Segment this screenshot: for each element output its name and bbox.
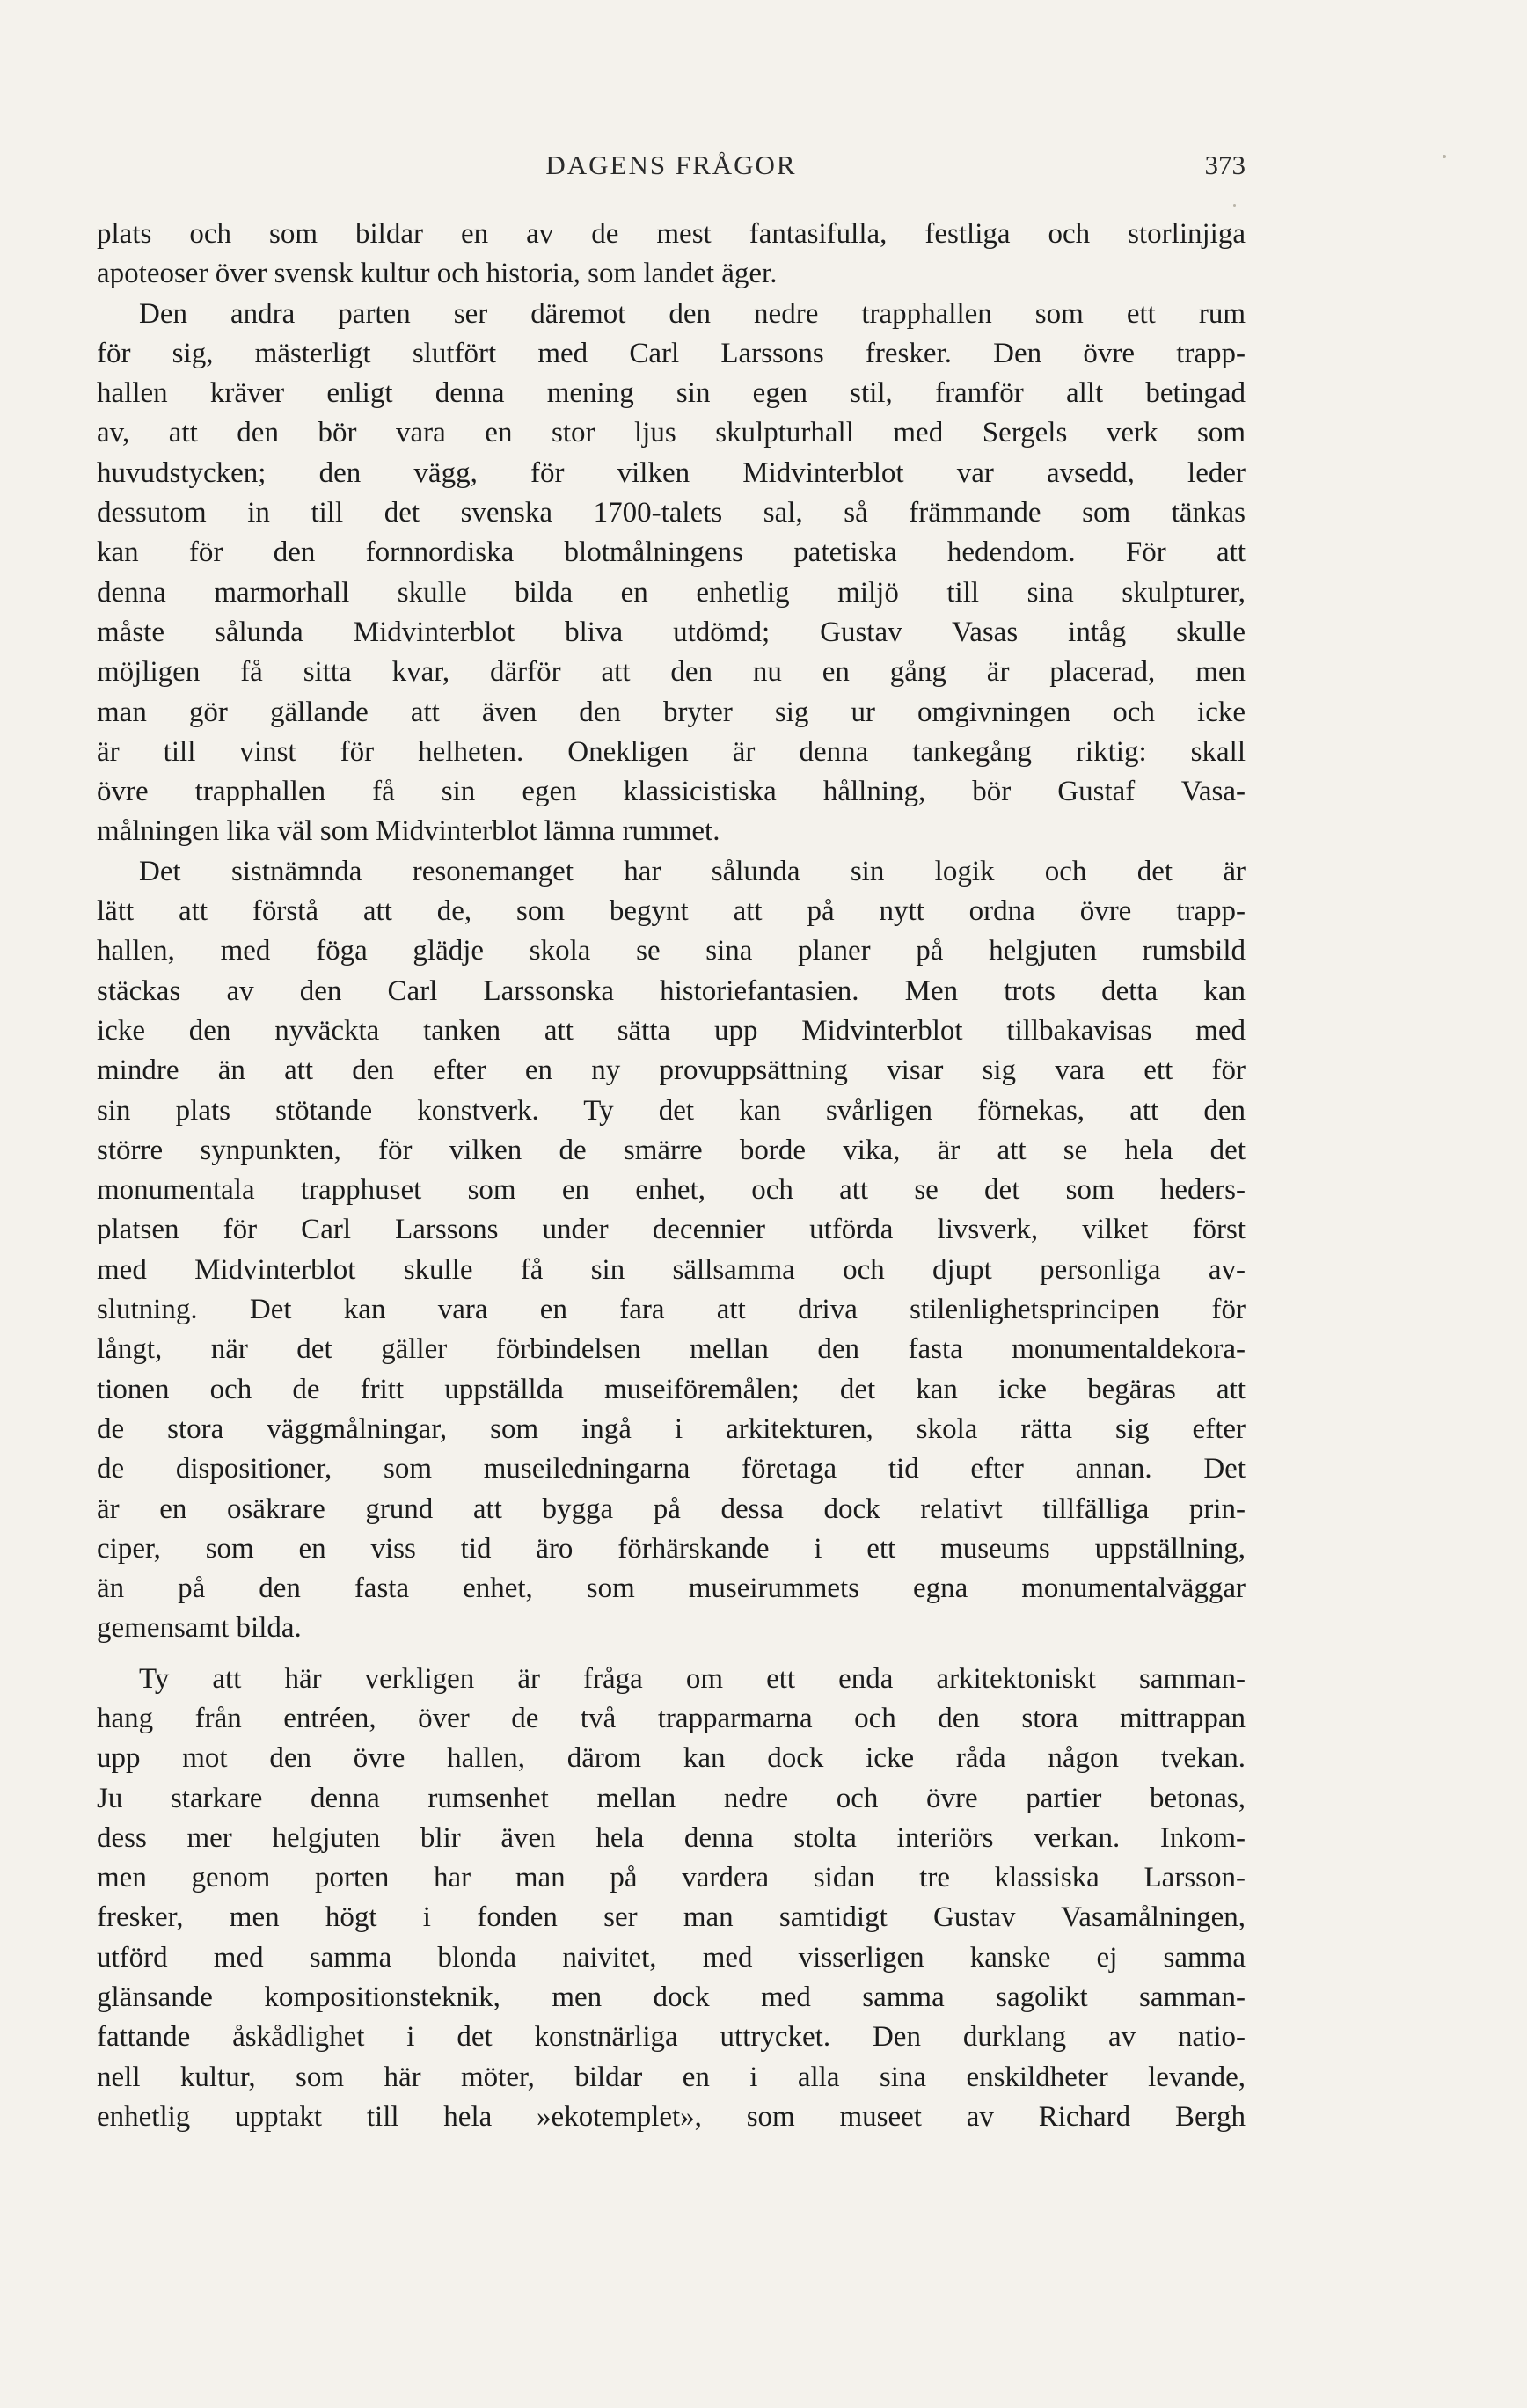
text-line: stäckas av den Carl Larssonska historiefantasien. Men trots detta kan [97,974,1246,1007]
text-line: möjligen få sitta kvar, därför att den nu en gång är placerad, men [97,656,1246,689]
text-line: övre trapphallen få sin egen klassicistiska hållning, bör Gustaf Vasa- [97,776,1246,808]
text-line: målningen lika väl som Midvinterblot lämna rummet. [97,815,720,848]
text-line: tionen och de fritt uppställda museiföremålen; det kan icke begäras att [97,1373,1246,1405]
body-text [97,215,1246,2137]
text-line: sin plats stötande konstverk. Ty det kan svårligen förnekas, att den [97,1094,1246,1127]
text-line: av, att den bör vara en stor ljus skulpturhall med Sergels verk som [97,417,1246,449]
text-line: denna marmorhall skulle bilda en enhetlig miljö till sina skulpturer, [97,576,1246,609]
text-line: lätt att förstå att de, som begynt att på nytt ordna övre trapp- [97,895,1246,928]
text-line: dess mer helgjuten blir även hela denna stolta interiörs verkan. Inkom- [97,1821,1246,1854]
text-line: med Midvinterblot skulle få sin sällsamma och djupt personliga av- [97,1253,1246,1286]
text-line: upp mot den övre hallen, därom kan dock icke råda någon tvekan. [97,1742,1246,1775]
text-line: de stora väggmålningar, som ingå i arkitekturen, skola rätta sig efter [97,1412,1246,1445]
text-line: hallen kräver enligt denna mening sin egen stil, framför allt betingad [97,377,1246,410]
paragraph-4 [97,1660,1246,2138]
paragraph-2 [97,295,1246,852]
text-line: fattande åskådlighet i det konstnärliga uttrycket. Den durklang av natio- [97,2021,1246,2054]
text-line: långt, när det gäller förbindelsen mellan den fasta monumentaldekora- [97,1333,1246,1366]
running-head [97,150,1246,192]
text-line: är en osäkrare grund att bygga på dessa dock relativt tillfälliga prin- [97,1492,1246,1525]
text-line: Ty att här verkligen är fråga om ett enda arkitektoniskt samman- [139,1662,1246,1695]
text-line: än på den fasta enhet, som museirummets egna monumentalväggar [97,1572,1246,1605]
text-line: kan för den fornnordiska blotmålningens patetiska hedendom. För att [97,536,1246,569]
text-line: utförd med samma blonda naivitet, med visserligen kanske ej samma [97,1941,1246,1974]
text-line: glänsande kompositionsteknik, men dock med samma sagolikt samman- [97,1981,1246,2014]
text-line: gemensamt bilda. [97,1612,302,1645]
text-line: slutning. Det kan vara en fara att driva stilenlighetsprincipen för [97,1294,1246,1326]
text-line: hang från entréen, över de två trapparmarna och den stora mittrappan [97,1702,1246,1734]
paragraph-3 [97,852,1246,1649]
text-line: nell kultur, som här möter, bildar en i alla sina enskildheter levande, [97,2061,1246,2093]
text-line: man gör gällande att även den bryter sig ur omgivningen och icke [97,696,1246,728]
paragraph-1 [97,215,1246,295]
text-line: Det sistnämnda resonemanget har sålunda sin logik och det är [139,855,1246,887]
text-line: platsen för Carl Larssons under decennier utförda livsverk, vilket först [97,1214,1246,1246]
text-line: för sig, mästerligt slutfört med Carl Larssons fresker. Den övre trapp- [97,337,1246,369]
text-line: men genom porten har man på vardera sidan tre klassiska Larsson- [97,1862,1246,1894]
text-line: är till vinst för helheten. Onekligen är denna tankegång riktig: skall [97,735,1246,768]
text-line: ciper, som en viss tid äro förhärskande i ett museums uppställning, [97,1532,1246,1565]
text-line: hallen, med föga glädje skola se sina planer på helgjuten rumsbild [97,935,1246,967]
text-line: enhetlig upptakt till hela »ekotemplet», som museet av Richard Bergh [97,2100,1246,2133]
text-line: större synpunkten, för vilken de smärre borde vika, är att se hela det [97,1134,1246,1166]
paper-speck [1233,204,1236,207]
page-number: 373 [1204,150,1246,180]
text-line: Ju starkare denna rumsenhet mellan nedre och övre partier betonas, [97,1782,1246,1814]
text-line: icke den nyväckta tanken att sätta upp Midvinterblot tillbakavisas med [97,1014,1246,1047]
text-line: huvudstycken; den vägg, för vilken Midvinterblot var avsedd, leder [97,456,1246,489]
text-line: måste sålunda Midvinterblot bliva utdömd; Gustav Vasas intåg skulle [97,616,1246,648]
text-line: plats och som bildar en av de mest fantasifulla, festliga och storlinjiga [97,218,1246,250]
paragraph-gap [97,1649,1246,1660]
text-line: mindre än att den efter en ny provuppsättning visar sig vara ett för [97,1054,1246,1087]
text-line: de dispositioner, som museiledningarna företaga tid efter annan. Det [97,1453,1246,1485]
text-line: apoteoser över svensk kultur och historia, som landet äger. [97,258,778,290]
text-line: Den andra parten ser däremot den nedre trapphallen som ett rum [139,297,1246,330]
paper-speck [1443,155,1446,158]
text-line: fresker, men högt i fonden ser man samtidigt Gustav Vasamålningen, [97,1901,1246,1934]
text-line: monumentala trapphuset som en enhet, och att se det som heders- [97,1174,1246,1207]
running-title: DAGENS FRÅGOR [545,150,797,180]
text-line: dessutom in till det svenska 1700-talets sal, så främmande som tänkas [97,497,1246,529]
